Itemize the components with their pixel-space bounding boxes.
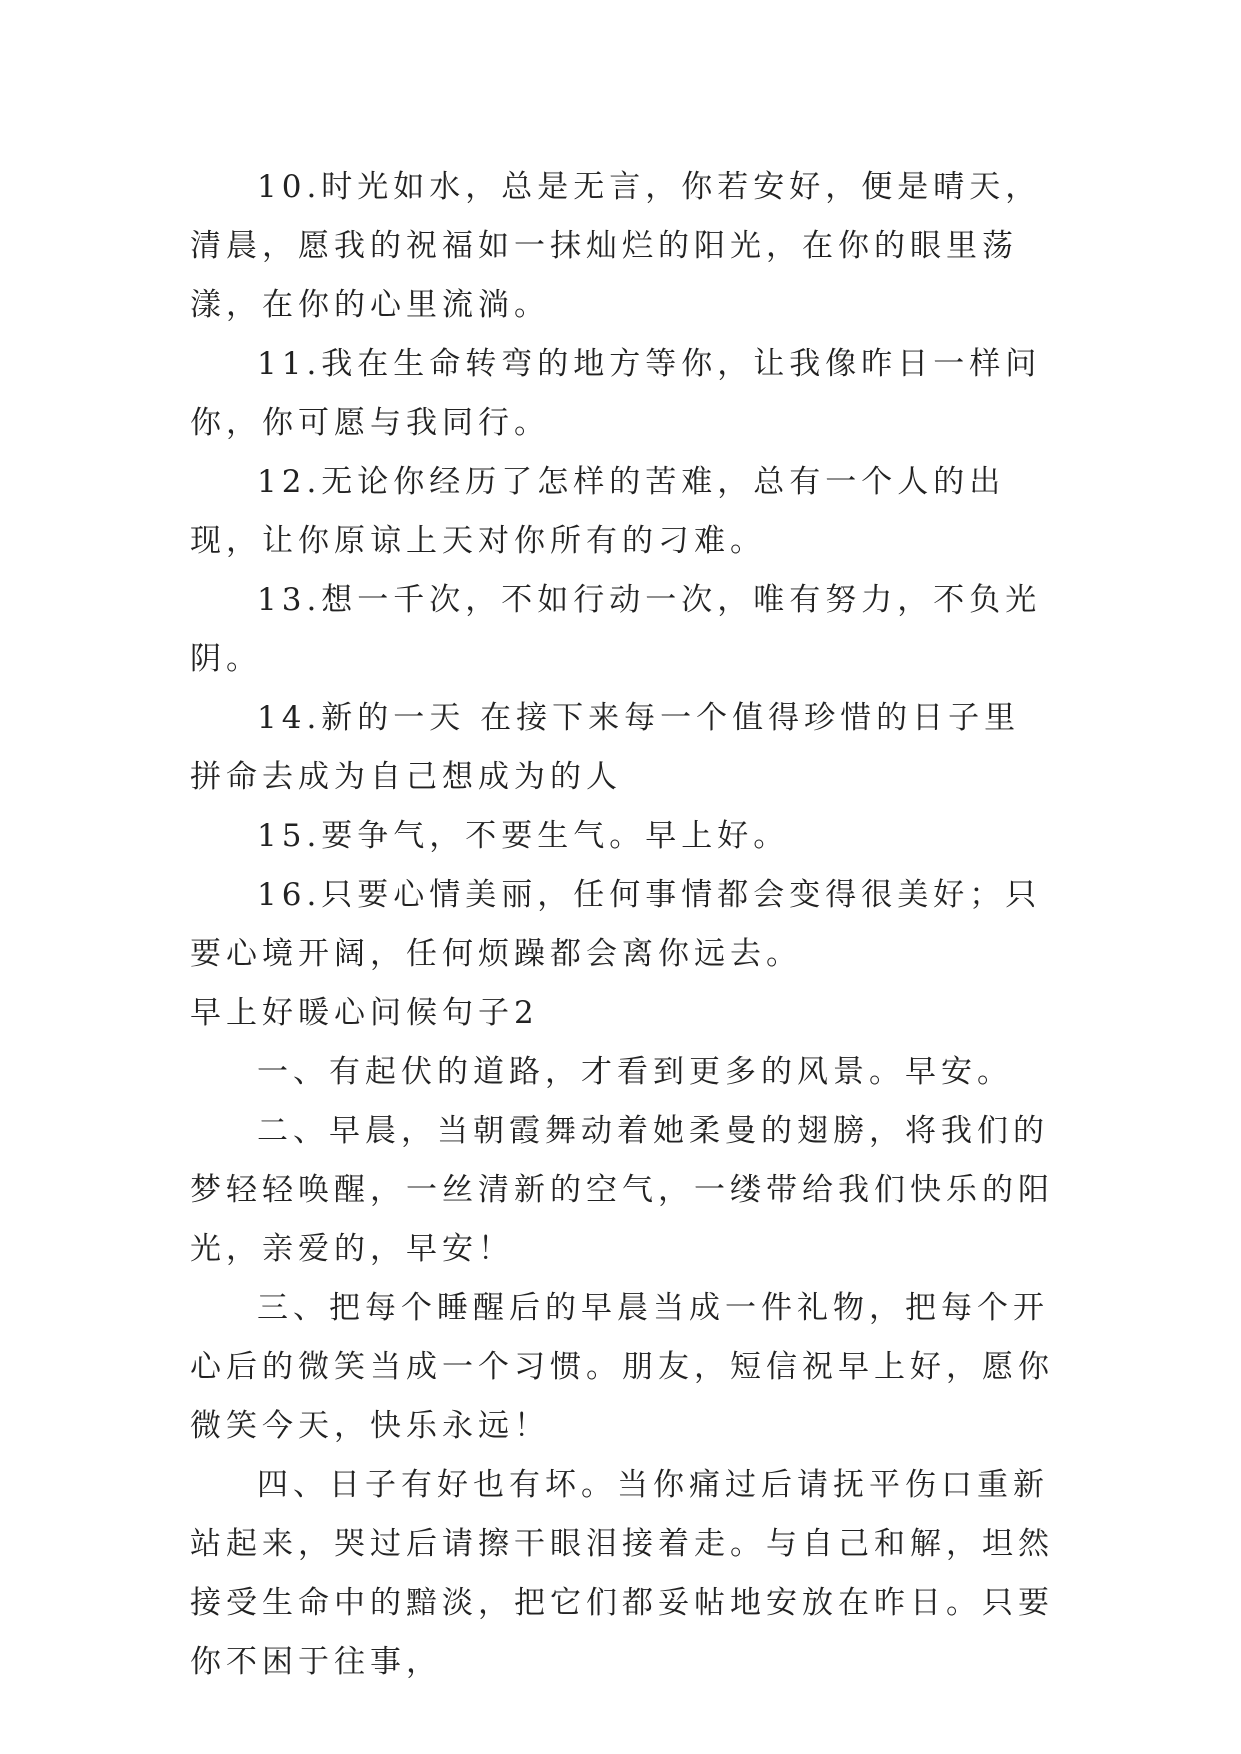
document-body: [190, 158, 1060, 1692]
paragraph-12: 12.无论你经历了怎样的苦难，总有一个人的出现，让你原谅上天对你所有的刁难。: [190, 464, 1006, 559]
paragraph-two: 二、早晨，当朝霞舞动着她柔曼的翅膀，将我们的梦轻轻唤醒，一丝清新的空气，一缕带给我们快乐的阳光，亲爱的，早安！: [190, 1113, 1054, 1267]
paragraph-three: 三、把每个睡醒后的早晨当成一件礼物，把每个开心后的微笑当成一个习惯。朋友，短信祝早上好，愿你微笑今天，快乐永远！: [190, 1290, 1054, 1444]
paragraph-10: 10.时光如水，总是无言，你若安好，便是晴天，清晨，愿我的祝福如一抹灿烂的阳光，在你的眼里荡漾，在你的心里流淌。: [190, 169, 1042, 323]
section-heading: 早上好暖心问候句子2: [190, 995, 539, 1031]
paragraph-15: 15.要争气，不要生气。早上好。: [257, 818, 790, 854]
paragraph-14: 14.新的一天 在接下来每一个值得珍惜的日子里 拼命去成为自己想成为的人: [190, 700, 1021, 795]
paragraph-13: 13.想一千次，不如行动一次，唯有努力，不负光阴。: [190, 582, 1042, 677]
paragraph-16: 16.只要心情美丽，任何事情都会变得很美好；只要心境开阔，任何烦躁都会离你远去。: [190, 877, 1042, 972]
paragraph-11: 11.我在生命转弯的地方等你，让我像昨日一样问你，你可愿与我同行。: [190, 346, 1042, 441]
paragraph-one: 一、有起伏的道路，才看到更多的风景。早安。: [257, 1054, 1013, 1090]
paragraph-four: 四、日子有好也有坏。当你痛过后请抚平伤口重新站起来，哭过后请擦干眼泪接着走。与自己和解，坦然接受生命中的黯淡，把它们都妥帖地安放在昨日。只要你不困于往事，: [190, 1467, 1054, 1680]
